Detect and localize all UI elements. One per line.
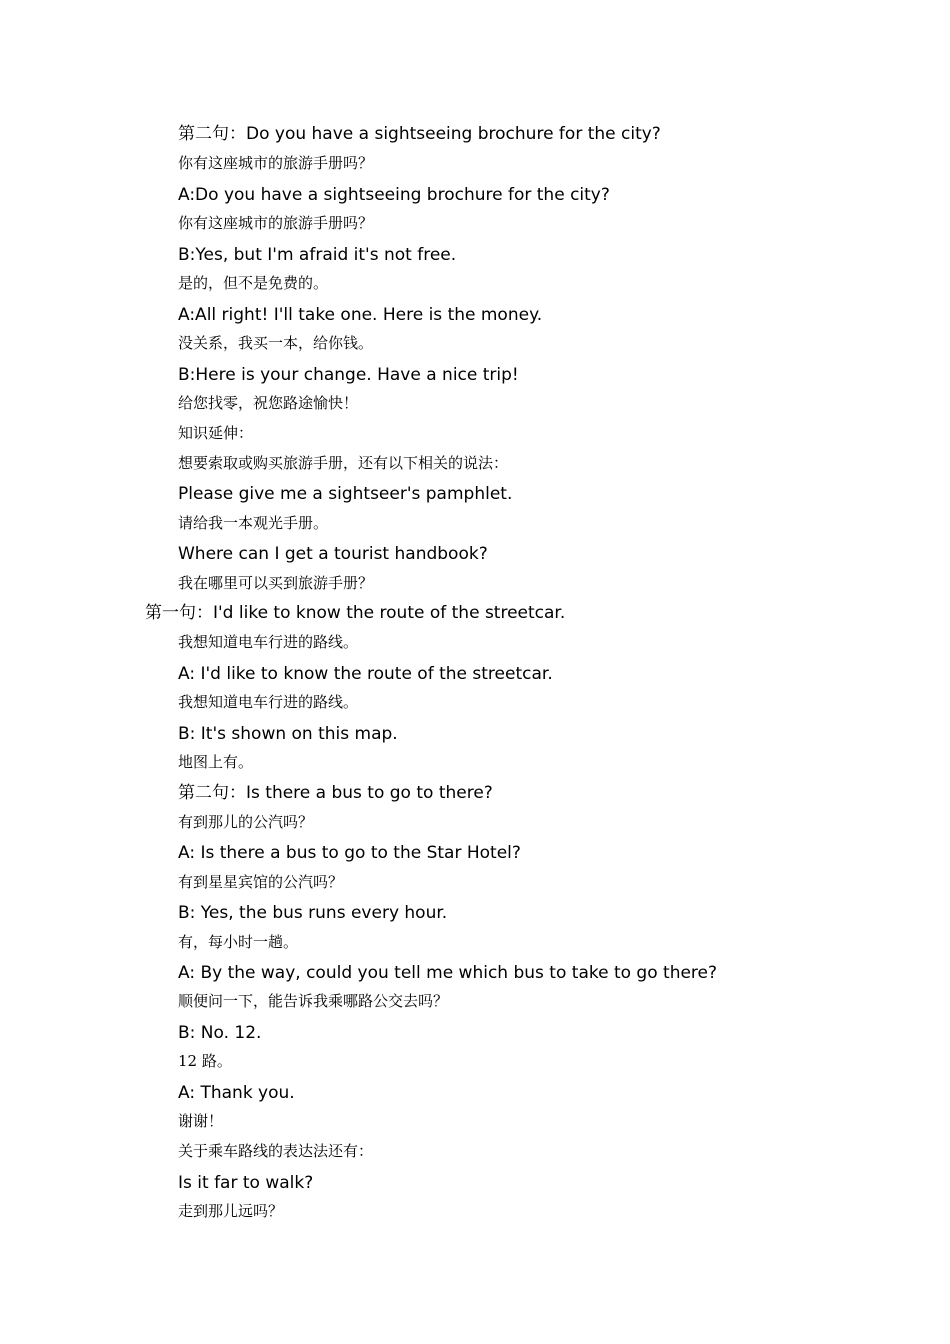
dialogue-line: A: Thank you. xyxy=(178,1083,295,1103)
translation-line: 请给我一本观光手册。 xyxy=(178,514,329,532)
translation-line: 12 路。 xyxy=(178,1052,232,1070)
dialogue-line: B:Here is your change. Have a nice trip! xyxy=(178,365,519,385)
dialogue-line: B: No. 12. xyxy=(178,1023,262,1043)
phrase-line: Where can I get a tourist handbook? xyxy=(178,544,488,564)
translation-line: 有到星星宾馆的公汽吗？ xyxy=(178,873,344,891)
translation-line: 给您找零，祝您路途愉快！ xyxy=(178,394,359,412)
translation-line: 顺便问一下，能告诉我乘哪路公交去吗？ xyxy=(178,992,449,1010)
dialogue-line: A: By the way, could you tell me which bus to take to go there? xyxy=(178,963,718,983)
dialogue-line: B: Yes, the bus runs every hour. xyxy=(178,903,448,923)
translation-line: 你有这座城市的旅游手册吗？ xyxy=(178,154,374,172)
phrase-line: Is it far to walk? xyxy=(178,1173,314,1193)
translation-line: 我想知道电车行进的路线。 xyxy=(178,693,359,711)
translation-line: 没关系，我买一本，给你钱。 xyxy=(178,334,374,352)
dialogue-line: A: Is there a bus to go to the Star Hotel? xyxy=(178,843,521,863)
translation-line: 有，每小时一趟。 xyxy=(178,933,299,951)
translation-line: 我在哪里可以买到旅游手册？ xyxy=(178,574,374,592)
note-line: 关于乘车路线的表达法还有： xyxy=(178,1142,374,1160)
heading-sentence-2: 第二句：Do you have a sightseeing brochure for the city? xyxy=(178,124,661,144)
dialogue-line: A: I'd like to know the route of the streetcar. xyxy=(178,664,553,684)
translation-line: 谢谢！ xyxy=(178,1112,224,1130)
phrase-line: Please give me a sightseer's pamphlet. xyxy=(178,484,513,504)
dialogue-line: B:Yes, but I'm afraid it's not free. xyxy=(178,245,457,265)
heading-sentence-2: 第二句：Is there a bus to go to there? xyxy=(178,783,493,803)
translation-line: 你有这座城市的旅游手册吗？ xyxy=(178,214,374,232)
translation-line: 有到那儿的公汽吗？ xyxy=(178,813,314,831)
heading-sentence-1: 第一句：I'd like to know the route of the streetcar. xyxy=(145,603,566,623)
dialogue-line: A:Do you have a sightseeing brochure for the city? xyxy=(178,185,610,205)
translation-line: 走到那儿远吗？ xyxy=(178,1202,284,1220)
translation-line: 我想知道电车行进的路线。 xyxy=(178,633,359,651)
note-line: 想要索取或购买旅游手册，还有以下相关的说法： xyxy=(178,454,509,472)
translation-line: 地图上有。 xyxy=(178,753,254,771)
dialogue-line: B: It's shown on this map. xyxy=(178,724,398,744)
translation-line: 是的，但不是免费的。 xyxy=(178,274,329,292)
section-label: 知识延伸： xyxy=(178,424,254,442)
dialogue-line: A:All right! I'll take one. Here is the money. xyxy=(178,305,543,325)
